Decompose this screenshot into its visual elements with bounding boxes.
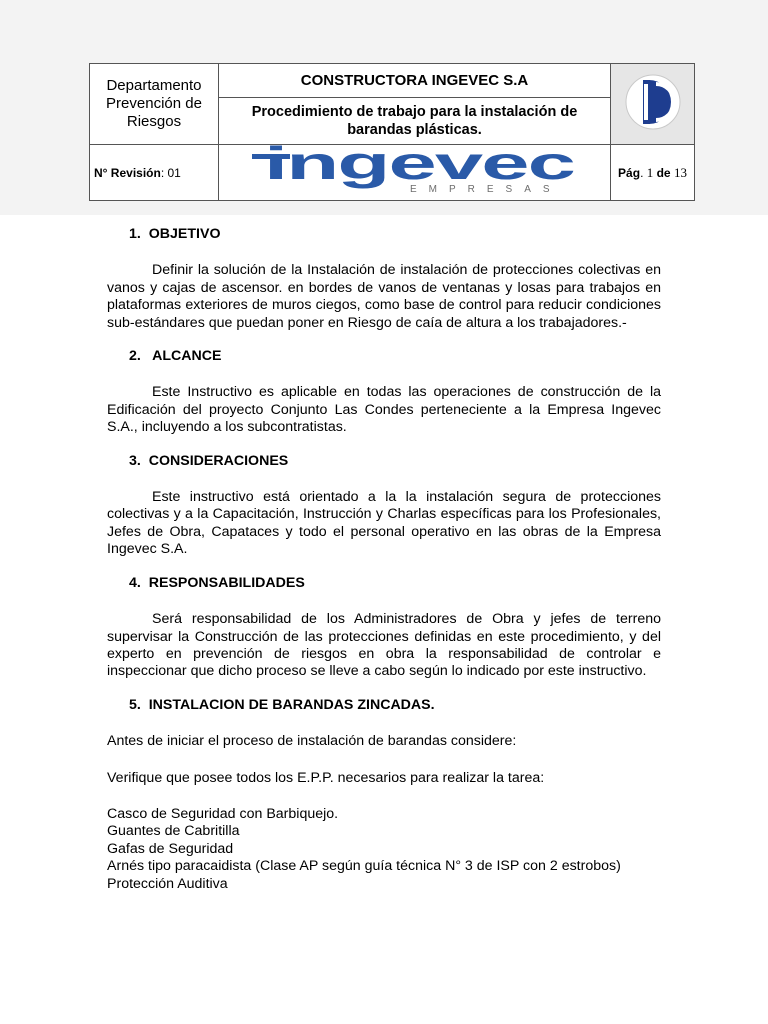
list-item: Gafas de Seguridad: [107, 840, 234, 857]
brand-cell: [219, 145, 611, 201]
document-header-table: [89, 63, 695, 201]
intro-text: Antes de iniciar el proceso de instalación de barandas considere:: [107, 733, 517, 750]
section-text: Será responsabilidad de los Administradores de Obra y jefes de terreno supervisar la Construcción de las protecciones definidas en este procedimiento, y del experto en prevención de riesgos en obra la responsabilidad de controlar e inspeccionar que dicho proceso se lleve a cabo según lo indicado por este instructivo.: [107, 611, 661, 680]
intro-text: Verifique que posee todos los E.P.P. necesarios para realizar la tarea:: [107, 769, 545, 786]
list-item: Arnés tipo paracaidista (Clase AP según guía técnica N° 3 de ISP con 2 estrobos): [107, 858, 621, 875]
page-cell: Pág. 1 de 13: [611, 145, 695, 201]
brand-name: ingevec: [263, 145, 575, 189]
list-item: Casco de Seguridad con Barbiquejo.: [107, 805, 339, 822]
page-label: Pág: [618, 165, 641, 180]
section-heading: 5. INSTALACION DE BARANDAS ZINCADAS.: [129, 696, 435, 713]
company-logo-icon: [623, 72, 683, 132]
department-cell: [90, 64, 219, 145]
section-text: Este Instructivo es aplicable en todas las operaciones de construcción de la Edificación del proyecto Conjunto Las Condes perteneciente a la Empresa Ingevec S.A., incluyendo a los subcontratistas.: [107, 384, 661, 436]
section-heading: 2. ALCANCE: [129, 348, 222, 365]
section-heading: 4. RESPONSABILIDADES: [129, 574, 305, 591]
revision-label: N° Revisión: [94, 165, 161, 180]
ingevec-logo: [250, 145, 580, 195]
section-text: Este instructivo está orientado a la la instalación segura de protecciones colectivas y a la Capacitación, Instrucción y Charlas específicas para los Profesionales, Jefes de Obra, Capataces y todo el personal operativo en las obras de la Empresa Ingevec S.A.: [107, 489, 661, 558]
logo-cell: [611, 64, 695, 145]
section-text: Definir la solución de la Instalación de instalación de protecciones colectivas en vanos y cajas de ascensor. en bordes de vanos de ventanas y losas para trabajos en plataformas exteriores de muros ciegos, como base de control para reducir condiciones sub-estándares que puedan poner en Riesgo de caía de altura a los trabajadores.-: [107, 262, 661, 331]
page-current: 1: [646, 164, 654, 180]
list-item: Guantes de Cabritilla: [107, 823, 240, 840]
page-total: 13: [673, 164, 687, 180]
brand-subtitle: EMPRESAS: [409, 184, 562, 195]
epp-list: [107, 806, 661, 893]
procedure-title: Procedimiento de trabajo para la instalación de barandas plásticas.: [219, 98, 611, 145]
revision-cell: [90, 145, 219, 201]
department-label: Departamento Prevención de Riesgos: [106, 77, 202, 130]
section-heading: 3. CONSIDERACIONES: [129, 452, 289, 469]
document-body: [107, 226, 661, 893]
revision-value: : 01: [160, 165, 181, 180]
list-item: Protección Auditiva: [107, 875, 228, 892]
company-name: CONSTRUCTORA INGEVEC S.A: [219, 64, 611, 98]
page-of: de: [656, 165, 671, 180]
section-heading: 1. OBJETIVO: [129, 226, 221, 242]
